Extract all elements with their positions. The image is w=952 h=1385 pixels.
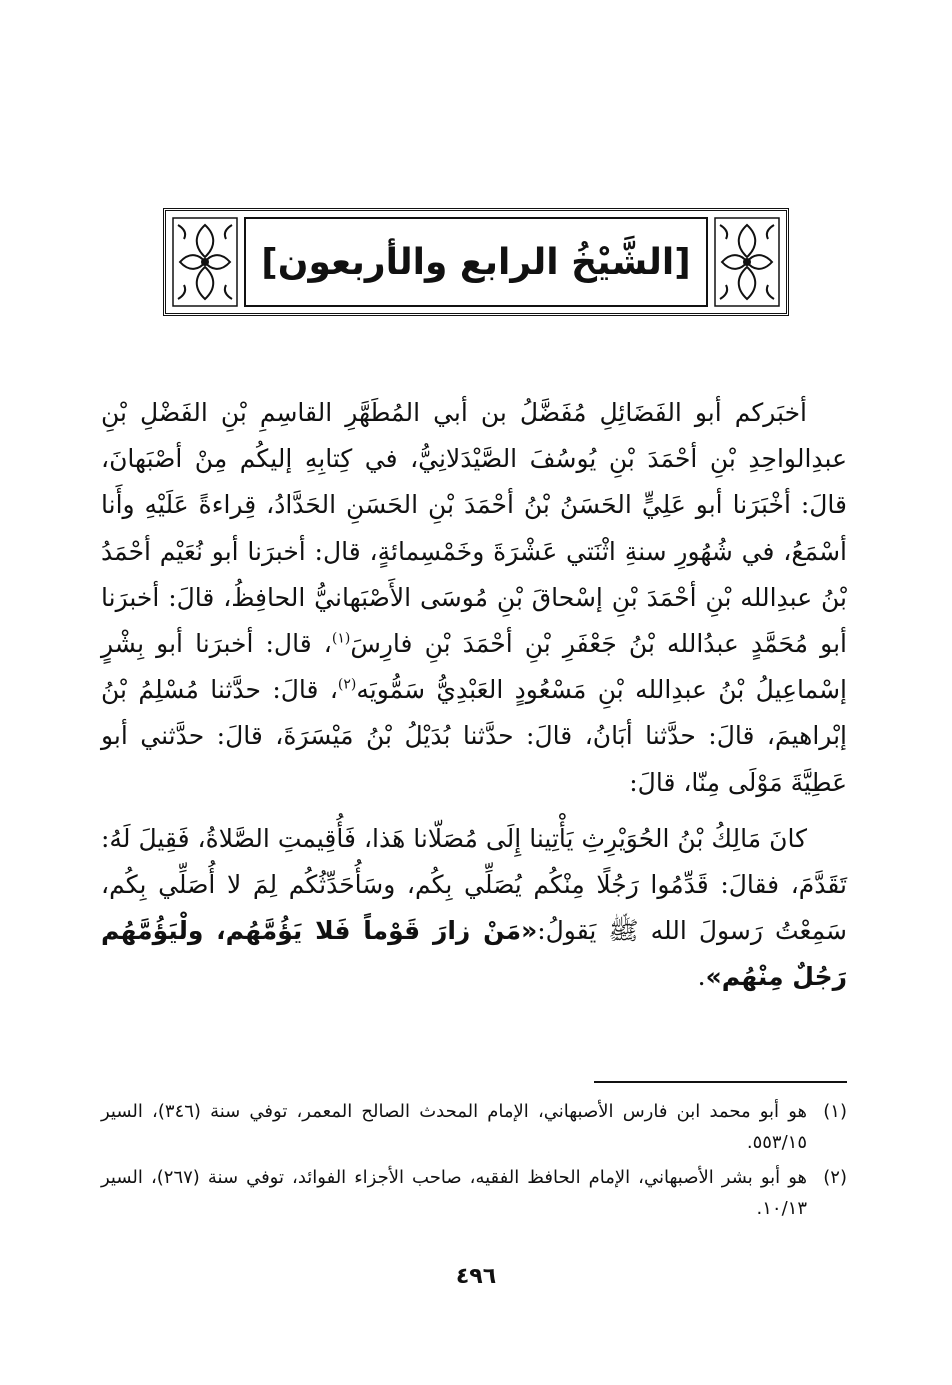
chapter-title-cartouche (163, 208, 789, 316)
page-number: ٤٩٦ (455, 1264, 497, 1289)
footnote-ref-2[interactable]: (٢) (337, 676, 357, 693)
footnote-text: هو أبو بشر الأصبهاني، الإمام الحافظ الفقيه، صاحب الأجزاء الفوائد، توفي سنة (٢٦٧)، السير ١٠/١٣. (101, 1167, 807, 1219)
footnote-divider (594, 1081, 847, 1083)
isnad-text-part-2: ، قال: أخبرَنا أبو بِشْرٍ إسْماعِيلُ بْنُ عبدِالله بْنِ مَسْعُودٍ العَبْدِيُّ سَمُّويَه (101, 629, 847, 705)
floral-ornament-icon (714, 217, 780, 307)
footnote-number: (١) (823, 1101, 847, 1122)
chapter-title: [الشَّيْخُ الرابع والأربعون] (261, 241, 691, 283)
footnotes (101, 1096, 847, 1228)
footnote-1 (101, 1096, 847, 1158)
matn-paragraph (101, 816, 847, 1001)
matn-text: كانَ مَالِكُ بْنُ الحُوَيْرِثِ يَأْتِينا إِلَى مُصَلّانا هَذا، فَأُقِيمتِ الصَّلاةُ، فَقِيلَ لَهُ: تَقَدَّمَ، فقالَ: قَدِّمُوا رَجُلًا مِنْكُم يُصَلِّي بِكُم، وسَأُحَدِّثُكُم لِمَ لا أُصَلِّي بِكُم، سَمِعْتُ رَسولَ الله ﷺ يَقولُ: (101, 823, 847, 946)
matn-end: . (697, 962, 706, 992)
isnad-text-part-3: ، قالَ: حدَّثنا مُسْلِمُ بْنُ إبْراهيمَ، قالَ: حدَّثنا أبَانُ، قالَ: حدَّثنا بُدَيْلُ بْنُ مَيْسَرَةَ، قالَ: حدَّثني أبو عَطِيَّةَ مَوْلَى مِنّا، قالَ: (101, 675, 847, 797)
floral-ornament-icon (172, 217, 238, 307)
footnote-number: (٢) (823, 1167, 847, 1188)
footnote-text: هو أبو محمد ابن فارس الأصبهاني، الإمام المحدث الصالح المعمر، توفي سنة (٣٤٦)، السير ٥٥٣/١٥. (101, 1101, 807, 1153)
footnote-2 (101, 1162, 847, 1224)
footnote-ref-1[interactable]: (١) (331, 630, 351, 647)
isnad-paragraph (101, 390, 847, 806)
hadith-quote: «مَنْ زارَ قَوْماً فَلا يَؤُمَّهُم، ولْيَؤُمَّهُم رَجُلٌ مِنْهُم» (101, 916, 847, 992)
title-box (244, 217, 708, 307)
main-text (101, 390, 847, 1001)
isnad-text-part-1: أخبَركم أبو الفَضَائِلِ مُفَضَّلُ بن أبي المُطَهَّرِ القاسِمِ بْنِ الفَضْلِ بْنِ عبدِالواحِدِ بْنِ أحْمَدَ بْنِ يُوسُفَ الصَّيْدَلانِيُّ، في كِتابِهِ إليكُم مِنْ أصْبَهانَ، قالَ: أخْبَرَنا أبو عَلِيٍّ الحَسَنُ بْنُ أحْمَدَ بْنِ الحَسَنِ الحَدَّادُ، قِراءةً عَلَيْهِ وأَنا أسْمَعُ، في شُهُورِ سنةِ اثْنَتي عَشْرَةَ وخَمْسِمائةٍ، قال: أخبرَنا أبو نُعَيْم أحْمَدُ بْنُ عبدِالله بْنِ أحْمَدَ بْنِ إسْحاقَ بْنِ مُوسَى الأَصْبَهانيُّ الحافِظُ، قالَ: أخبرَنا أبو مُحَمَّدٍ عبدُالله بْنُ جَعْفَرِ بْنِ أحْمَدَ بْنِ فارِسَ (101, 398, 847, 659)
